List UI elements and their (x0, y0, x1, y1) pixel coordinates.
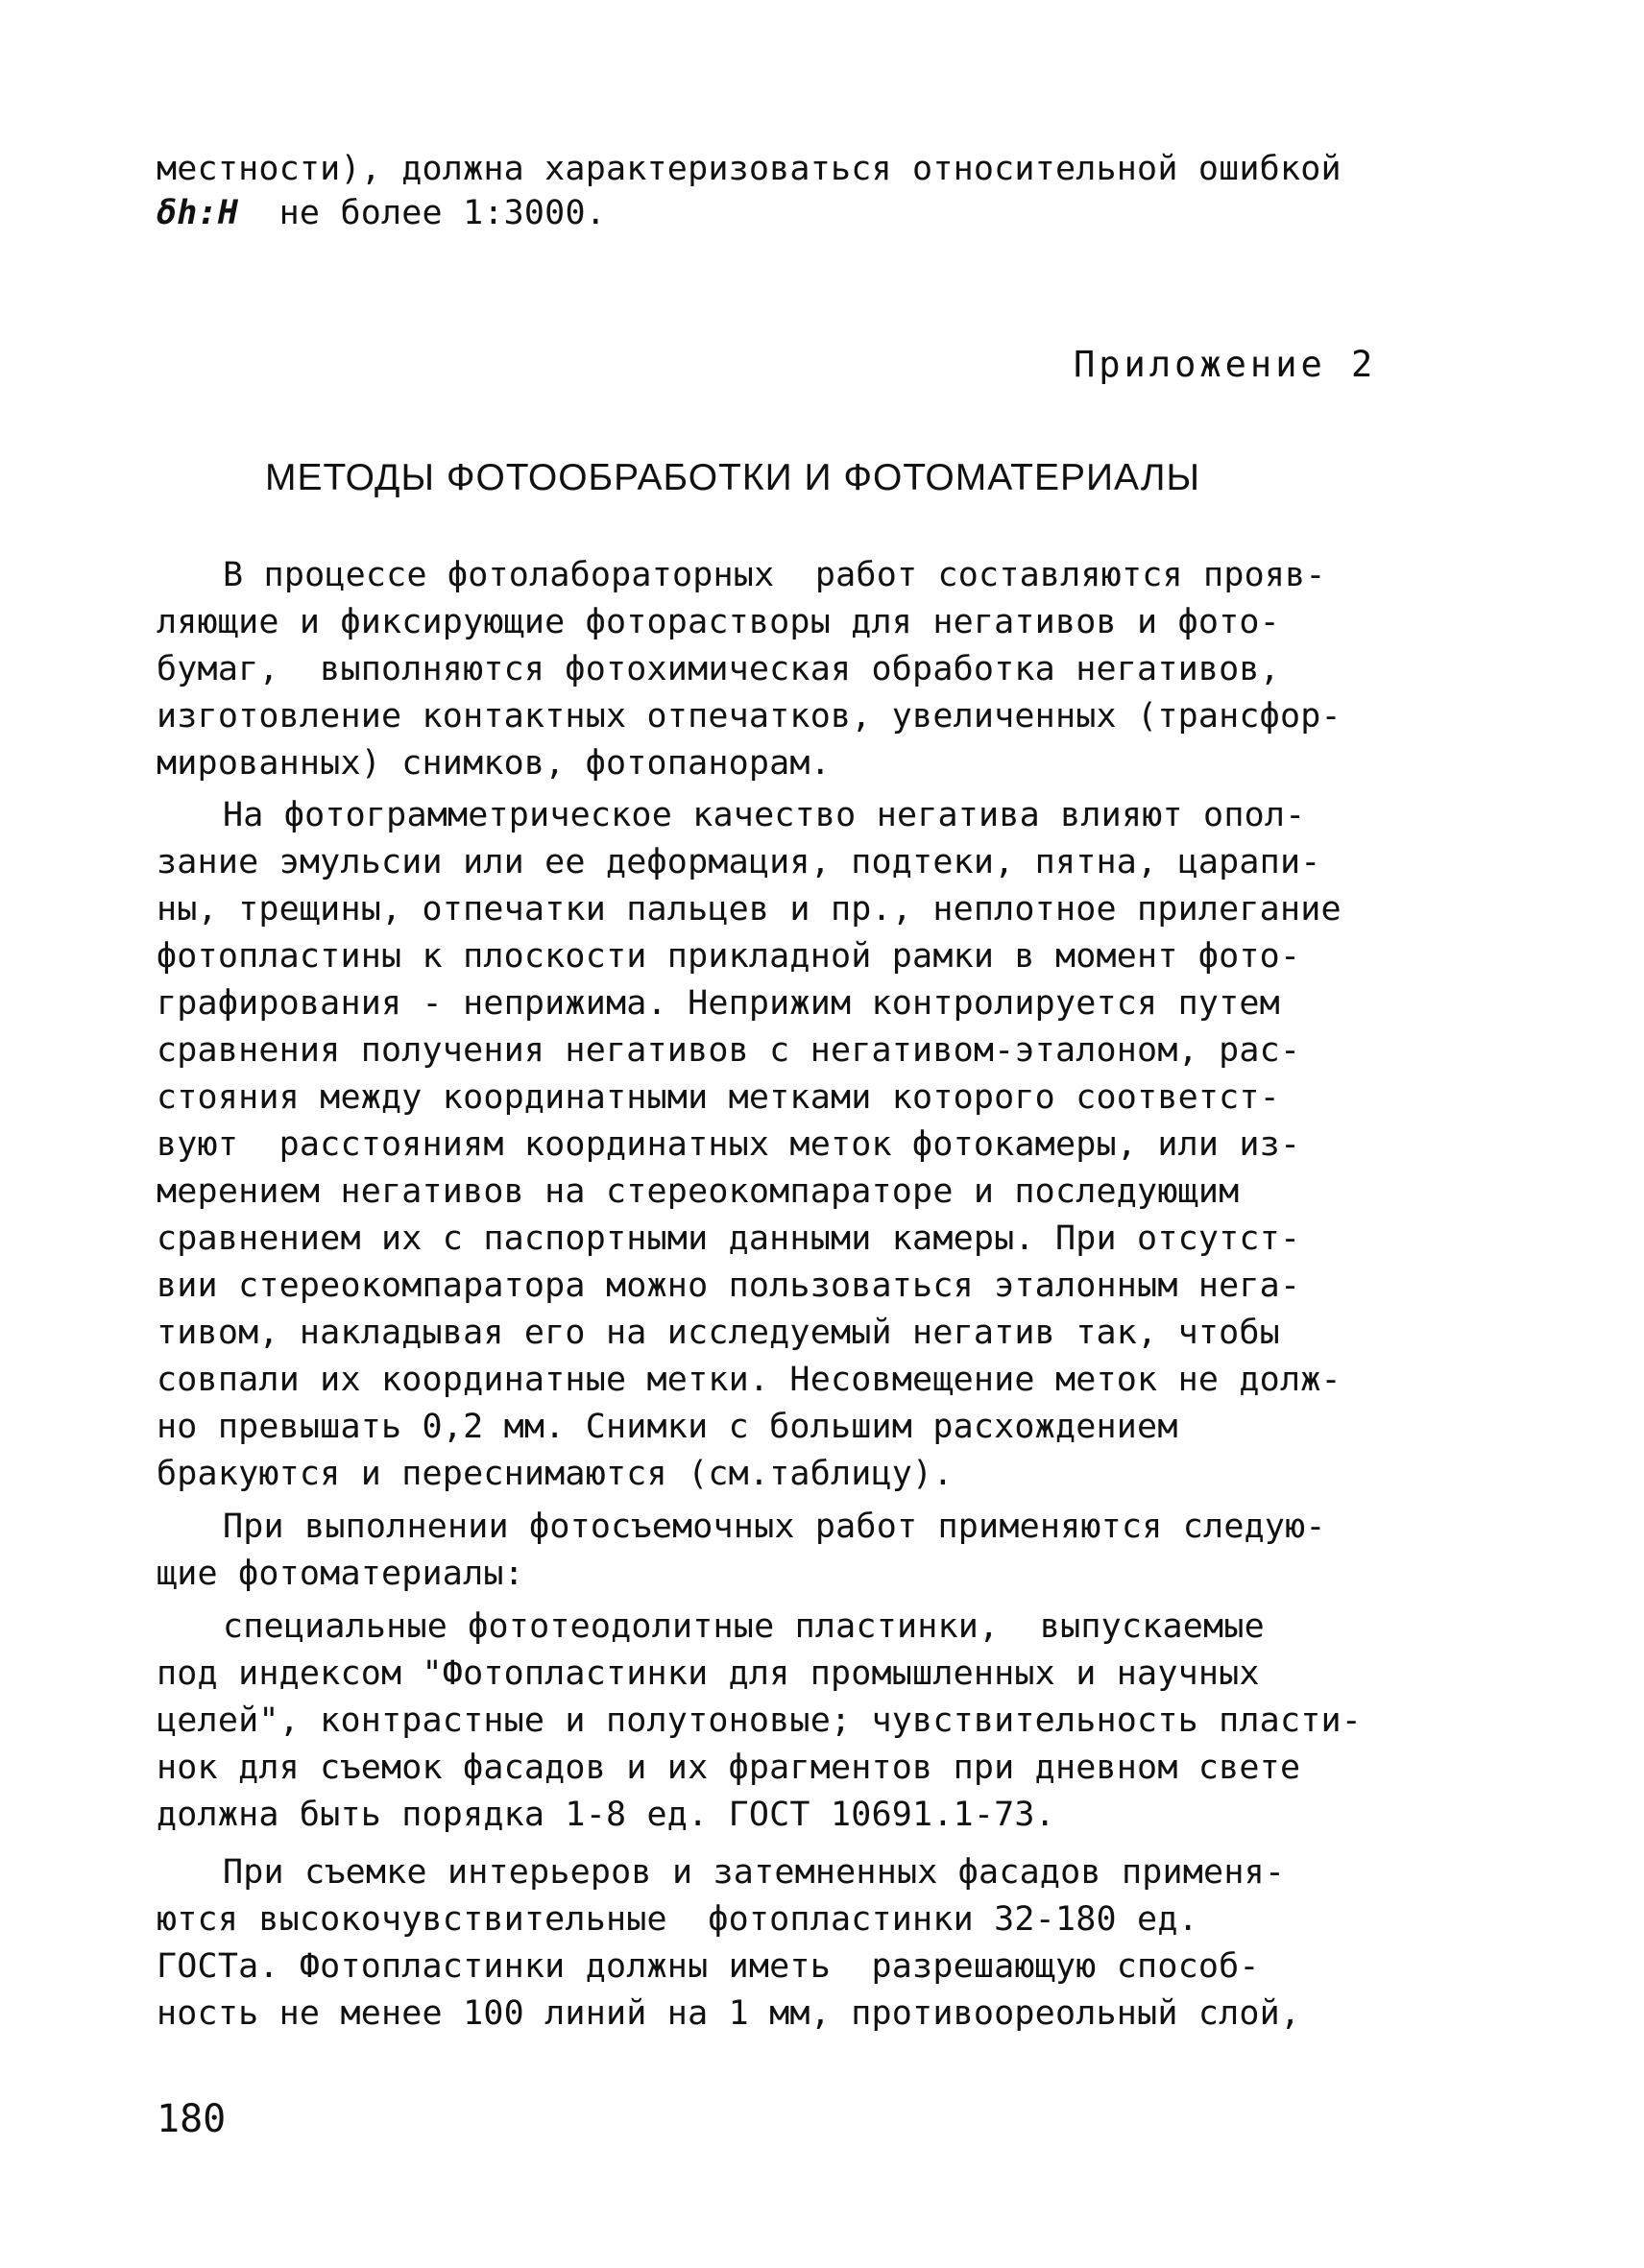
formula-dh-h: δh:H (157, 194, 239, 232)
body-line: бумаг, выполняются фотохимическая обработка негативов, (157, 650, 1280, 688)
body-line: ются высокочувствительные фотопластинки 32-180 ед. (157, 1900, 1198, 1939)
body-line: бракуются и переснимаются (см.таблицу). (157, 1455, 954, 1493)
body-line: графирования - неприжима. Неприжим контролируется путем (157, 984, 1280, 1023)
page-number: 180 (157, 2097, 227, 2141)
section-title: МЕТОДЫ ФОТООБРАБОТКИ И ФОТОМАТЕРИАЛЫ (265, 457, 1201, 498)
body-line: мированных) снимков, фотопанорам. (157, 744, 831, 783)
body-line: щие фотоматериалы: (157, 1555, 524, 1593)
body-line: ляющие и фиксирующие фоторастворы для негативов и фото- (157, 603, 1280, 641)
body-line: В процессе фотолабораторных работ составляются прояв- (223, 556, 1326, 594)
body-line: При съемке интерьеров и затемненных фасадов применя- (223, 1853, 1286, 1892)
body-line: под индексом "Фотопластинки для промышленных и научных (157, 1654, 1260, 1693)
body-line: специальные фототеодолитные пластинки, выпускаемые (223, 1607, 1265, 1646)
body-line: тивом, накладывая его на исследуемый негатив так, чтобы (157, 1314, 1280, 1352)
body-line: зание эмульсии или ее деформация, подтеки, пятна, царапи- (157, 843, 1321, 881)
body-line: нок для съемок фасадов и их фрагментов при дневном свете (157, 1749, 1301, 1787)
body-line: вии стереокомпаратора можно пользоваться эталонным нега- (157, 1267, 1301, 1305)
body-line: мерением негативов на стереокомпараторе и последующим (157, 1172, 1240, 1211)
body-line: ны, трещины, отпечатки пальцев и пр., неплотное прилегание (157, 890, 1342, 929)
body-line: При выполнении фотосъемочных работ применяются следую- (223, 1508, 1326, 1546)
body-line: должна быть порядка 1-8 ед. ГОСТ 10691.1-73. (157, 1796, 1055, 1834)
body-line: ность не менее 100 линий на 1 мм, противоореольный слой, (157, 1994, 1301, 2033)
body-line: сравнения получения негативов с негативом-эталоном, рас- (157, 1031, 1301, 1070)
body-line: вуют расстояниям координатных меток фотокамеры, или из- (157, 1125, 1301, 1164)
intro-line-1: местности), должна характеризоваться относительной ошибкой (157, 150, 1342, 188)
body-line: ГОСТа. Фотопластинки должны иметь разрешающую способ- (157, 1947, 1260, 1986)
body-line: сравнением их с паспортными данными камеры. При отсутст- (157, 1219, 1301, 1258)
body-line: фотопластины к плоскости прикладной рамки в момент фото- (157, 937, 1301, 976)
intro-line-2 (157, 194, 606, 232)
body-line: целей", контрастные и полутоновые; чувствительность пласти- (157, 1701, 1363, 1740)
body-line: стояния между координатными метками которого соответст- (157, 1078, 1280, 1117)
body-line: изготовление контактных отпечатков, увеличенных (трансфор- (157, 697, 1342, 736)
body-line: На фотограмметрическое качество негатива влияют опол- (223, 796, 1306, 834)
body-line: совпали их координатные метки. Несовмещение меток не долж- (157, 1361, 1342, 1399)
intro-line-2-rest: не более 1:3000. (238, 194, 606, 232)
body-line: но превышать 0,2 мм. Снимки с большим расхождением (157, 1408, 1178, 1446)
appendix-label: Приложение 2 (1074, 344, 1377, 385)
